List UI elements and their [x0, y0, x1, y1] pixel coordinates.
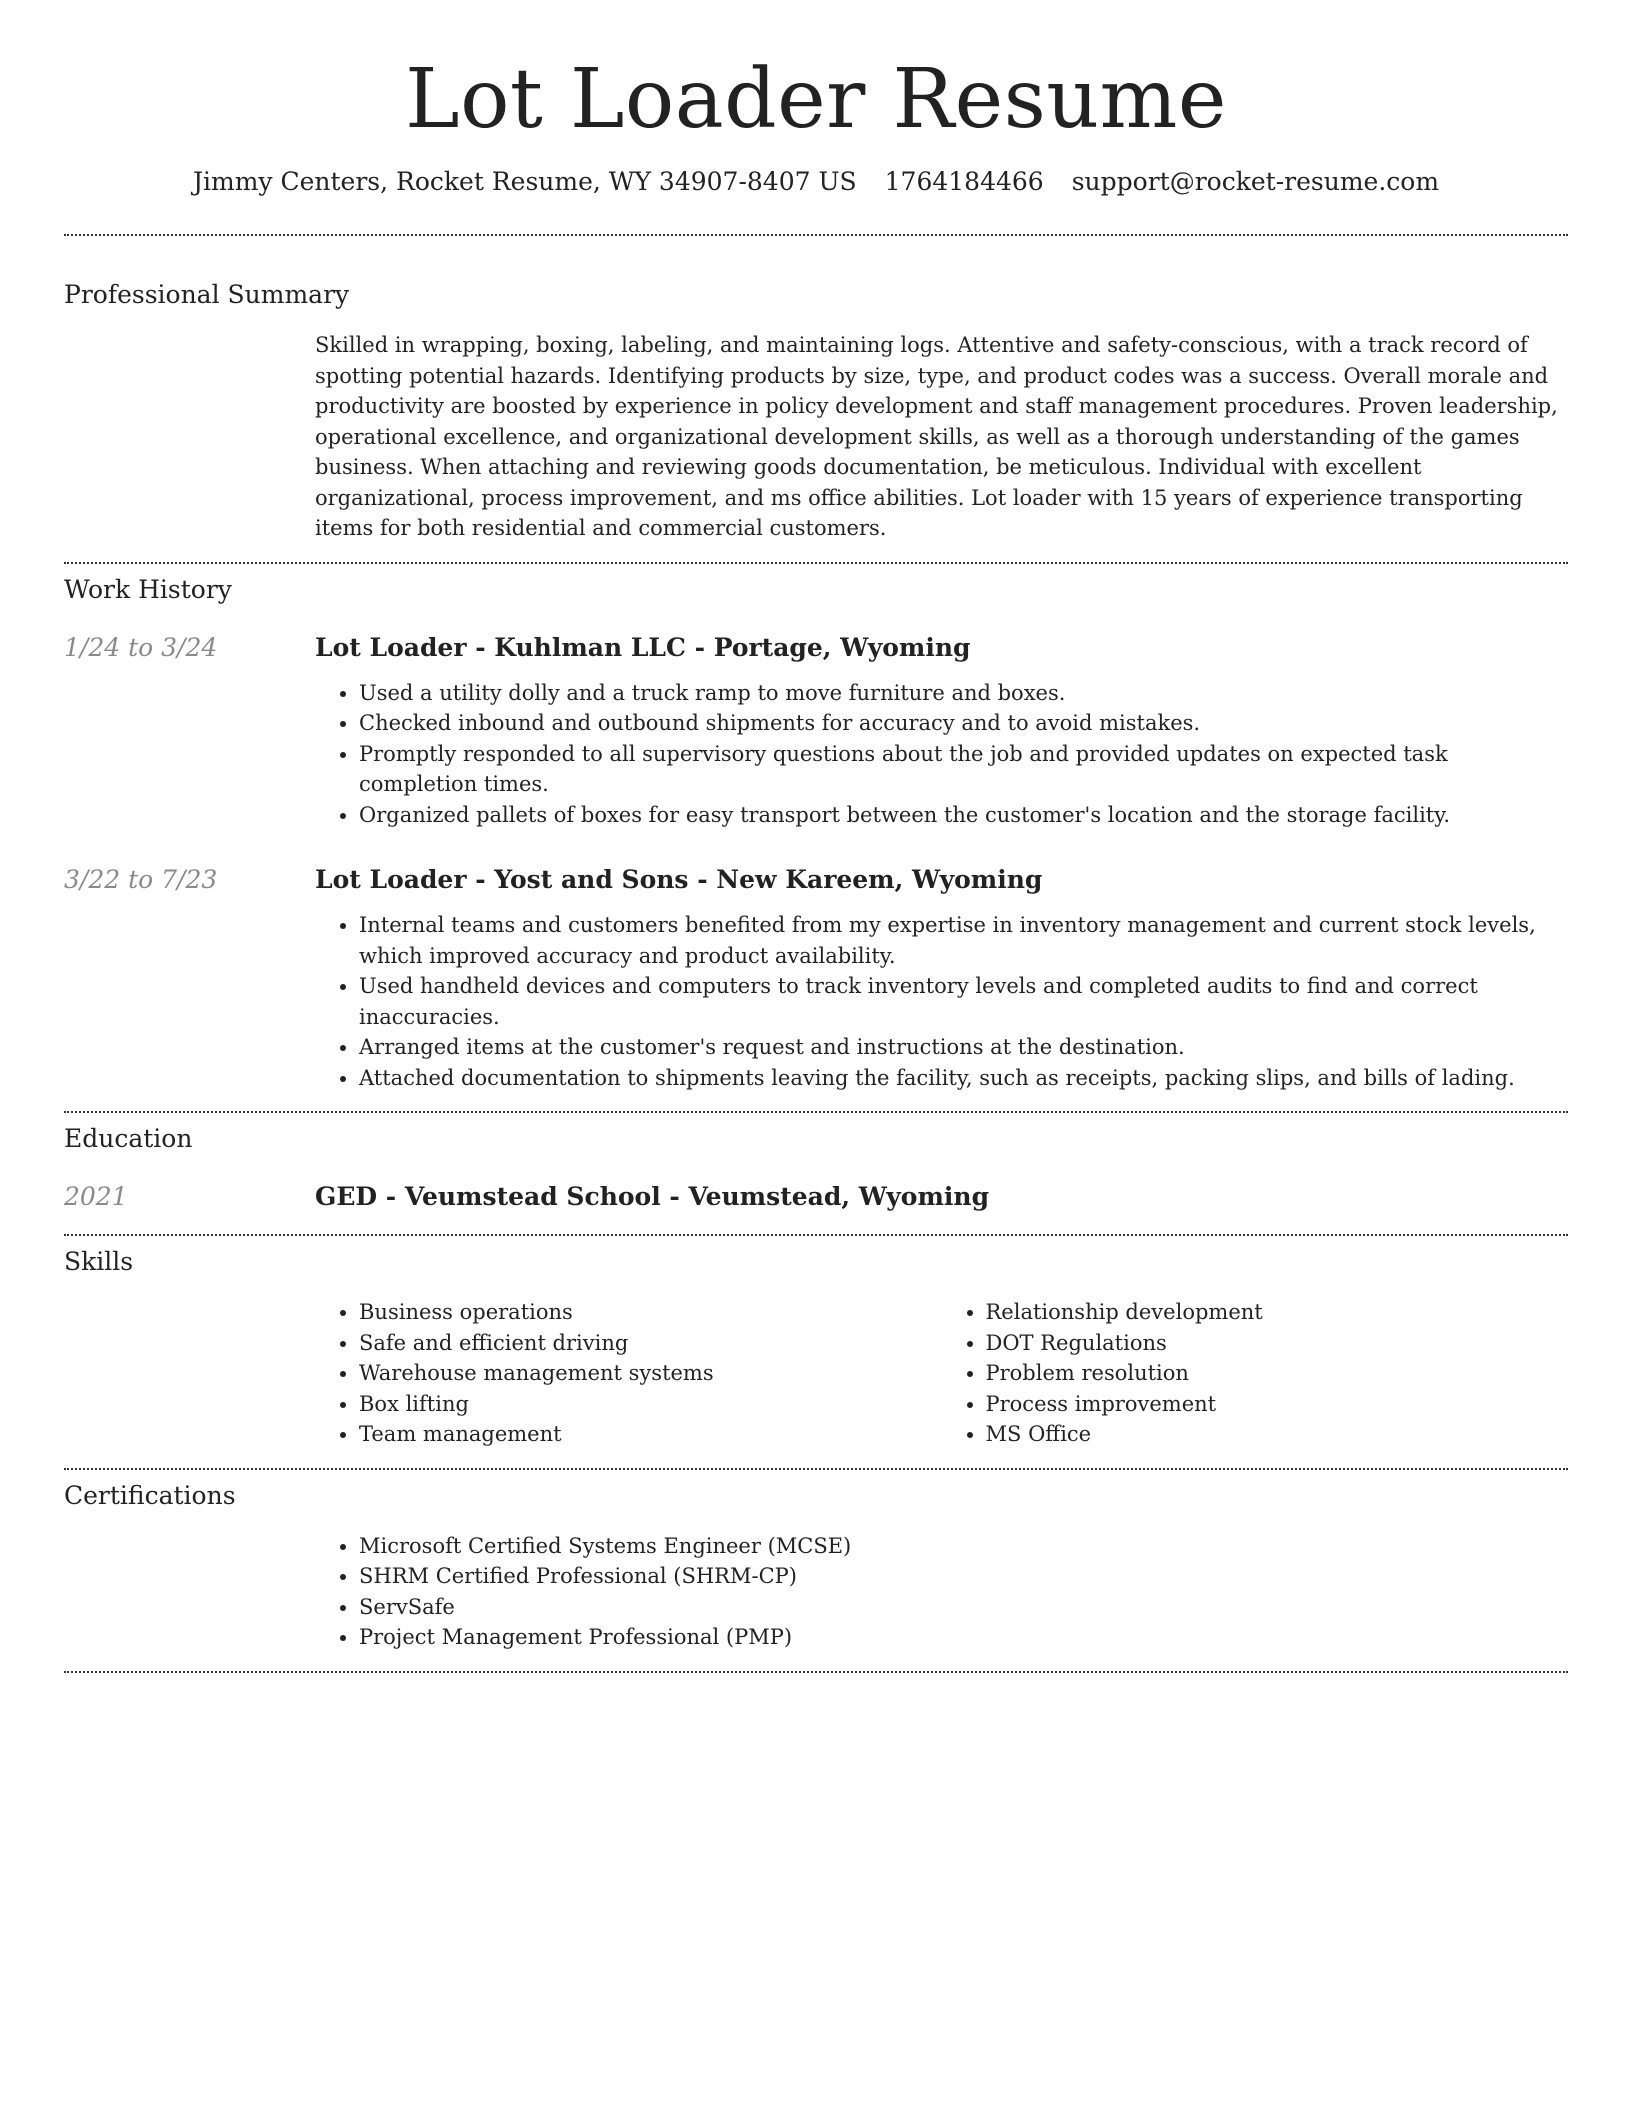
job-entry [64, 631, 1568, 831]
job-dates: 3/22 to 7/23 [64, 865, 218, 894]
list-item: • SHRM Certified Professional (SHRM-CP) [359, 1561, 1568, 1592]
list-item: • Arranged items at the customer's request and instructions at the destination. [359, 1032, 1568, 1063]
section-education [64, 1113, 1568, 1214]
resume-page [64, 0, 1568, 1673]
section-heading: Work History [64, 574, 232, 604]
contact-email: support@rocket-resume.com [1071, 167, 1440, 196]
list-item: • MS Office [986, 1419, 1569, 1450]
list-item: • DOT Regulations [986, 1328, 1569, 1359]
education-entry [64, 1180, 1568, 1214]
list-item: • Process improvement [986, 1389, 1569, 1420]
job-title: Lot Loader - Yost and Sons - New Kareem, Wyoming [315, 865, 1043, 894]
education-degree: GED - Veumstead School - Veumstead, Wyoming [315, 1182, 990, 1211]
section-heading: Skills [64, 1247, 134, 1276]
job-bullets [315, 910, 1568, 1093]
list-item: • Relationship development [986, 1297, 1569, 1328]
resume-title: Lot Loader Resume [405, 52, 1227, 147]
contact-phone: 1764184466 [884, 167, 1044, 196]
job-dates: 1/24 to 3/24 [64, 632, 218, 662]
list-item: • Safe and efficient driving [359, 1328, 942, 1359]
list-item: • ServSafe [359, 1592, 1568, 1623]
certifications-list [315, 1531, 1568, 1653]
section-skills [64, 1236, 1568, 1450]
job-bullets [315, 678, 1568, 831]
summary-text: Skilled in wrapping, boxing, labeling, and maintaining logs. Attentive and safety-conscious, with a track record of spotting potential hazards. Identifying products by size, type, and product codes was a success. Overall morale and productivity are boosted by experience in policy development and staff management procedures. Proven leadership, operational excellence, and organizational development skills, as well as a thorough understanding of the games business. When attaching and reviewing goods documentation, be meticulous. Individual with excellent organizational, process improvement, and ms office abilities. Lot loader with 15 years of experience transporting items for both residential and commercial customers. [315, 333, 1558, 540]
section-heading: Certifications [64, 1480, 236, 1510]
list-item: • Internal teams and customers benefited from my expertise in inventory management and current stock levels, which improved accuracy and product availability. [359, 910, 1568, 971]
list-item: • Business operations [359, 1297, 942, 1328]
skills-list-right [942, 1297, 1569, 1450]
list-item: • Microsoft Certified Systems Engineer (MCSE) [359, 1531, 1568, 1562]
skills-list-left [315, 1297, 942, 1450]
list-item: • Used a utility dolly and a truck ramp to move furniture and boxes. [359, 678, 1568, 709]
list-item: • Warehouse management systems [359, 1358, 942, 1389]
list-item: • Project Management Professional (PMP) [359, 1622, 1568, 1653]
list-item: • Organized pallets of boxes for easy transport between the customer's location and the storage facility. [359, 800, 1568, 831]
section-work-history [64, 564, 1568, 1094]
section-professional-summary [64, 236, 1568, 544]
divider [64, 1671, 1568, 1673]
list-item: • Used handheld devices and computers to track inventory levels and completed audits to find and correct inaccuracies. [359, 971, 1568, 1032]
section-heading: Professional Summary [64, 280, 350, 309]
section-heading: Education [64, 1124, 193, 1153]
list-item: • Attached documentation to shipments leaving the facility, such as receipts, packing slips, and bills of lading. [359, 1063, 1568, 1094]
list-item: • Team management [359, 1419, 942, 1450]
list-item: • Problem resolution [986, 1358, 1569, 1389]
contact-line [64, 164, 1568, 200]
education-year: 2021 [64, 1182, 128, 1211]
job-title: Lot Loader - Kuhlman LLC - Portage, Wyoming [315, 632, 971, 662]
list-item: • Checked inbound and outbound shipments for accuracy and to avoid mistakes. [359, 708, 1568, 739]
contact-address: Jimmy Centers, Rocket Resume, WY 34907-8407 US [192, 167, 857, 196]
job-entry [64, 863, 1568, 1093]
list-item: • Promptly responded to all supervisory questions about the job and provided updates on expected task completion times. [359, 739, 1568, 800]
section-certifications [64, 1470, 1568, 1653]
list-item: • Box lifting [359, 1389, 942, 1420]
